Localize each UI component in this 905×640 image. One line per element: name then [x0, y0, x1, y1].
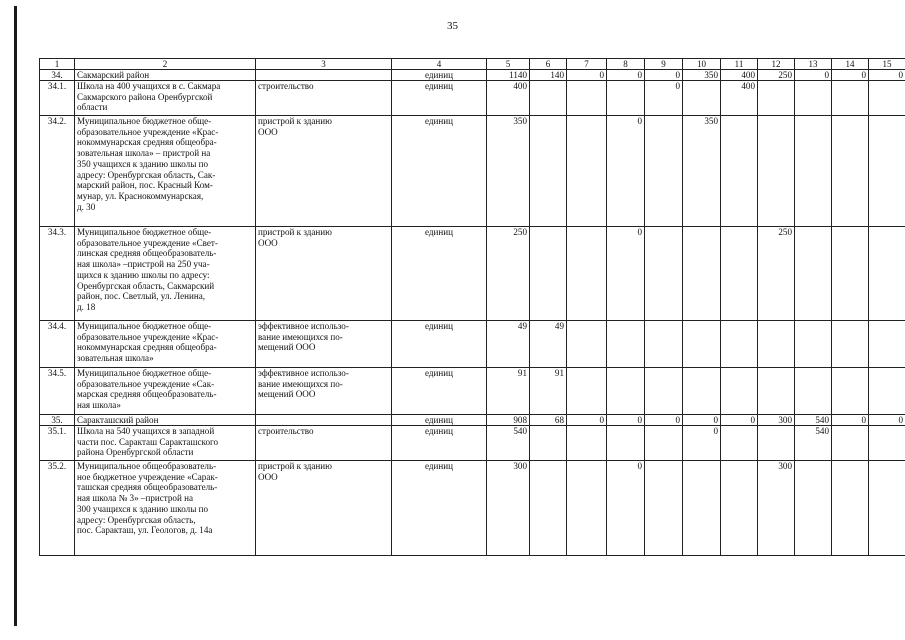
value-cell	[607, 461, 645, 556]
data-table	[39, 58, 905, 556]
cell-text: 0	[675, 415, 680, 425]
cell-text: 250	[778, 227, 792, 237]
value-cell	[832, 415, 869, 426]
value-cell	[567, 227, 607, 321]
unit-cell	[392, 227, 487, 321]
cell-text: единиц	[424, 415, 453, 425]
table-row	[40, 227, 905, 321]
district-summary-row	[40, 415, 905, 426]
cell-text: строительство	[258, 426, 314, 436]
cell-text: 49	[517, 321, 527, 331]
object-name-cell	[75, 461, 256, 556]
value-cell	[487, 70, 530, 81]
value-cell	[645, 368, 683, 415]
value-cell	[832, 81, 869, 116]
value-cell	[487, 227, 530, 321]
cell-text: 0	[861, 415, 866, 425]
value-cell	[758, 321, 795, 368]
value-cell	[645, 321, 683, 368]
column-number-cell: 2	[75, 59, 256, 70]
value-cell	[607, 415, 645, 426]
value-cell	[832, 70, 869, 81]
district-summary-row	[40, 70, 905, 81]
cell-text: 350	[704, 70, 718, 80]
value-cell	[567, 415, 607, 426]
cell-text: 0	[898, 70, 903, 80]
cell-text: 0	[637, 461, 642, 471]
value-cell	[683, 415, 721, 426]
cell-text: 0	[675, 70, 680, 80]
value-cell	[758, 426, 795, 461]
cell-text: 0	[824, 70, 829, 80]
cell-text: 0	[713, 426, 718, 436]
row-number-cell	[40, 116, 75, 227]
value-cell	[567, 116, 607, 227]
cell-text: Муниципальное бюджетное обще- образовательное учреждение «Крас- нокоммунарская средняя общеобра- зовательная школа» – пристрой на 350 учащихся к зданию школы по адресу: Оренбургская область, Сак- марский район, пос. Красный Ком- мунар, ул. Краснокоммунарская, д. 30	[77, 116, 219, 212]
object-name-cell	[75, 368, 256, 415]
cell-text: 350	[704, 116, 718, 126]
cell-text: 0	[637, 70, 642, 80]
cell-text: 0	[861, 70, 866, 80]
activity-type-cell	[256, 368, 392, 415]
value-cell	[487, 368, 530, 415]
value-cell	[530, 461, 567, 556]
cell-text: 350	[513, 116, 527, 126]
object-name-cell	[75, 426, 256, 461]
cell-text: 140	[550, 70, 564, 80]
value-cell	[795, 81, 832, 116]
value-cell	[795, 461, 832, 556]
unit-cell	[392, 81, 487, 116]
cell-text: 300	[513, 461, 527, 471]
value-cell	[795, 70, 832, 81]
cell-text: единиц	[424, 70, 453, 80]
value-cell	[721, 426, 758, 461]
column-number-cell: 11	[721, 59, 758, 70]
object-name-cell	[75, 116, 256, 227]
value-cell	[530, 426, 567, 461]
cell-text: Муниципальное бюджетное обще- образовательное учреждение «Крас- нокоммунарская средняя общеобра- зовательная школа»	[77, 321, 219, 364]
value-cell	[721, 415, 758, 426]
object-name-cell	[75, 321, 256, 368]
cell-text: 91	[554, 368, 564, 378]
cell-text: Сакмарский район	[77, 70, 150, 80]
value-cell	[758, 461, 795, 556]
cell-text: единиц	[424, 116, 453, 126]
cell-text: 34.4.	[47, 321, 67, 331]
cell-text: эффективное использо- вание имеющихся по- мещений ООО	[258, 321, 349, 353]
row-number-cell	[40, 368, 75, 415]
value-cell	[607, 426, 645, 461]
value-cell	[721, 461, 758, 556]
object-name-cell	[75, 70, 256, 81]
cell-text: 0	[675, 81, 680, 91]
value-cell	[795, 321, 832, 368]
row-number-cell	[40, 426, 75, 461]
value-cell	[795, 368, 832, 415]
cell-text: 908	[513, 415, 527, 425]
value-cell	[869, 426, 905, 461]
value-cell	[869, 321, 905, 368]
value-cell	[607, 368, 645, 415]
cell-text: 400	[741, 81, 755, 91]
cell-text: пристрой к зданию ООО	[258, 227, 332, 248]
value-cell	[758, 81, 795, 116]
value-cell	[832, 321, 869, 368]
value-cell	[832, 461, 869, 556]
unit-cell	[392, 415, 487, 426]
value-cell	[869, 227, 905, 321]
value-cell	[530, 70, 567, 81]
cell-text: 540	[513, 426, 527, 436]
column-number-cell: 3	[256, 59, 392, 70]
cell-text: 0	[637, 227, 642, 237]
cell-text: Муниципальное бюджетное обще- образовательное учреждение «Сак- марская средняя общеобразователь- ная школа»	[77, 368, 217, 411]
value-cell	[645, 81, 683, 116]
cell-text: 68	[554, 415, 564, 425]
value-cell	[607, 116, 645, 227]
value-cell	[567, 321, 607, 368]
value-cell	[758, 415, 795, 426]
value-cell	[607, 70, 645, 81]
value-cell	[869, 70, 905, 81]
value-cell	[683, 426, 721, 461]
cell-text: 1140	[509, 70, 527, 80]
value-cell	[683, 461, 721, 556]
value-cell	[721, 368, 758, 415]
object-name-cell	[75, 227, 256, 321]
row-number-cell	[40, 415, 75, 426]
value-cell	[645, 426, 683, 461]
unit-cell	[392, 116, 487, 227]
cell-text: эффективное использо- вание имеющихся по- мещений ООО	[258, 368, 349, 400]
value-cell	[683, 321, 721, 368]
column-number-cell: 8	[607, 59, 645, 70]
value-cell	[795, 415, 832, 426]
cell-text: Школа на 400 учащихся в с. Сакмара Сакмарского района Оренбургской области	[77, 81, 221, 113]
value-cell	[758, 116, 795, 227]
table-row	[40, 461, 905, 556]
unit-cell	[392, 321, 487, 368]
cell-text: 34.1.	[47, 81, 67, 91]
cell-text: единиц	[424, 368, 453, 378]
value-cell	[645, 415, 683, 426]
page-number: 35	[447, 20, 458, 32]
object-name-cell	[75, 81, 256, 116]
value-cell	[683, 227, 721, 321]
value-cell	[567, 368, 607, 415]
cell-text: единиц	[424, 227, 453, 237]
value-cell	[530, 81, 567, 116]
value-cell	[869, 461, 905, 556]
value-cell	[645, 227, 683, 321]
value-cell	[530, 368, 567, 415]
value-cell	[869, 368, 905, 415]
table-row	[40, 321, 905, 368]
value-cell	[683, 70, 721, 81]
cell-text: 300	[778, 415, 792, 425]
value-cell	[530, 116, 567, 227]
cell-text: 540	[815, 415, 829, 425]
value-cell	[607, 321, 645, 368]
column-number-cell: 10	[683, 59, 721, 70]
value-cell	[607, 81, 645, 116]
column-number-cell: 6	[530, 59, 567, 70]
value-cell	[487, 116, 530, 227]
value-cell	[487, 426, 530, 461]
cell-text: единиц	[424, 321, 453, 331]
table-row	[40, 116, 905, 227]
column-number-row	[40, 59, 905, 70]
value-cell	[721, 227, 758, 321]
table-row	[40, 426, 905, 461]
cell-text: 0	[599, 415, 604, 425]
column-number-cell: 9	[645, 59, 683, 70]
cell-text: 300	[778, 461, 792, 471]
row-number-cell	[40, 227, 75, 321]
value-cell	[795, 426, 832, 461]
activity-type-cell	[256, 81, 392, 116]
table-row	[40, 368, 905, 415]
value-cell	[487, 321, 530, 368]
column-number-cell: 13	[795, 59, 832, 70]
cell-text: 0	[599, 70, 604, 80]
column-number-cell: 5	[487, 59, 530, 70]
object-name-cell	[75, 415, 256, 426]
activity-type-cell	[256, 116, 392, 227]
column-number-cell: 15	[869, 59, 905, 70]
cell-text: 34.2.	[47, 116, 67, 126]
cell-text: 35.1.	[47, 426, 67, 436]
cell-text: Муниципальное бюджетное обще- образовательное учреждение «Свет- линская средняя общеобразователь- ная школа» –пристрой на 250 уча- щихся к зданию школы по адресу: Оренбургская область, Сакмарский район, пос. Светлый, ул. Ленина, д. 18	[77, 227, 218, 313]
activity-type-cell	[256, 70, 392, 81]
value-cell	[683, 368, 721, 415]
cell-text: пристрой к зданию ООО	[258, 116, 332, 137]
cell-text: 400	[513, 81, 527, 91]
cell-text: 0	[637, 116, 642, 126]
column-number-cell: 4	[392, 59, 487, 70]
value-cell	[645, 461, 683, 556]
column-number-cell: 14	[832, 59, 869, 70]
cell-text: 250	[513, 227, 527, 237]
cell-text: 34.5.	[47, 368, 67, 378]
value-cell	[487, 81, 530, 116]
cell-text: строительство	[258, 81, 314, 91]
cell-text: 35.2.	[47, 461, 67, 471]
cell-text: единиц	[424, 461, 453, 471]
cell-text: Саракташский район	[77, 415, 159, 425]
value-cell	[721, 70, 758, 81]
cell-text: Школа на 540 учащихся в западной части пос. Саракташ Саракташского района Оренбургской области	[77, 426, 219, 458]
cell-text: пристрой к зданию ООО	[258, 461, 332, 482]
value-cell	[487, 461, 530, 556]
unit-cell	[392, 426, 487, 461]
value-cell	[795, 116, 832, 227]
cell-text: 49	[554, 321, 564, 331]
value-cell	[758, 368, 795, 415]
value-cell	[683, 116, 721, 227]
cell-text: 91	[517, 368, 527, 378]
cell-text: 540	[815, 426, 829, 436]
value-cell	[645, 70, 683, 81]
value-cell	[607, 227, 645, 321]
column-number-cell: 1	[40, 59, 75, 70]
unit-cell	[392, 70, 487, 81]
value-cell	[487, 415, 530, 426]
unit-cell	[392, 368, 487, 415]
value-cell	[869, 116, 905, 227]
value-cell	[530, 321, 567, 368]
value-cell	[721, 81, 758, 116]
cell-text: 0	[637, 415, 642, 425]
cell-text: единиц	[424, 426, 453, 436]
value-cell	[645, 116, 683, 227]
value-cell	[758, 70, 795, 81]
unit-cell	[392, 461, 487, 556]
value-cell	[530, 227, 567, 321]
cell-text: 0	[713, 415, 718, 425]
value-cell	[795, 227, 832, 321]
value-cell	[832, 368, 869, 415]
cell-text: 0	[898, 415, 903, 425]
activity-type-cell	[256, 415, 392, 426]
cell-text: 250	[778, 70, 792, 80]
value-cell	[869, 81, 905, 116]
column-number-cell: 12	[758, 59, 795, 70]
cell-text: единиц	[424, 81, 453, 91]
cell-text: Муниципальное общеобразователь- ное бюджетное учреждение «Сарак- ташская средняя общеобразователь- ная школа № 3» –пристрой на 300 учащихся к зданию школы по адресу: Оренбургская область, пос. Саракташ, ул. Геологов, д. 14а	[77, 461, 218, 536]
row-number-cell	[40, 81, 75, 116]
value-cell	[567, 461, 607, 556]
value-cell	[721, 321, 758, 368]
cell-text: 34.3.	[47, 227, 67, 237]
value-cell	[758, 227, 795, 321]
value-cell	[567, 81, 607, 116]
activity-type-cell	[256, 461, 392, 556]
activity-type-cell	[256, 426, 392, 461]
cell-text: 35.	[51, 415, 63, 425]
value-cell	[530, 415, 567, 426]
value-cell	[721, 116, 758, 227]
row-number-cell	[40, 70, 75, 81]
value-cell	[567, 70, 607, 81]
value-cell	[832, 426, 869, 461]
value-cell	[567, 426, 607, 461]
table-row	[40, 81, 905, 116]
column-number-cell: 7	[567, 59, 607, 70]
binding-edge-line	[14, 6, 17, 626]
activity-type-cell	[256, 321, 392, 368]
value-cell	[683, 81, 721, 116]
value-cell	[832, 227, 869, 321]
row-number-cell	[40, 321, 75, 368]
activity-type-cell	[256, 227, 392, 321]
cell-text: 34.	[51, 70, 63, 80]
value-cell	[869, 415, 905, 426]
cell-text: 400	[741, 70, 755, 80]
cell-text: 0	[750, 415, 755, 425]
value-cell	[832, 116, 869, 227]
row-number-cell	[40, 461, 75, 556]
